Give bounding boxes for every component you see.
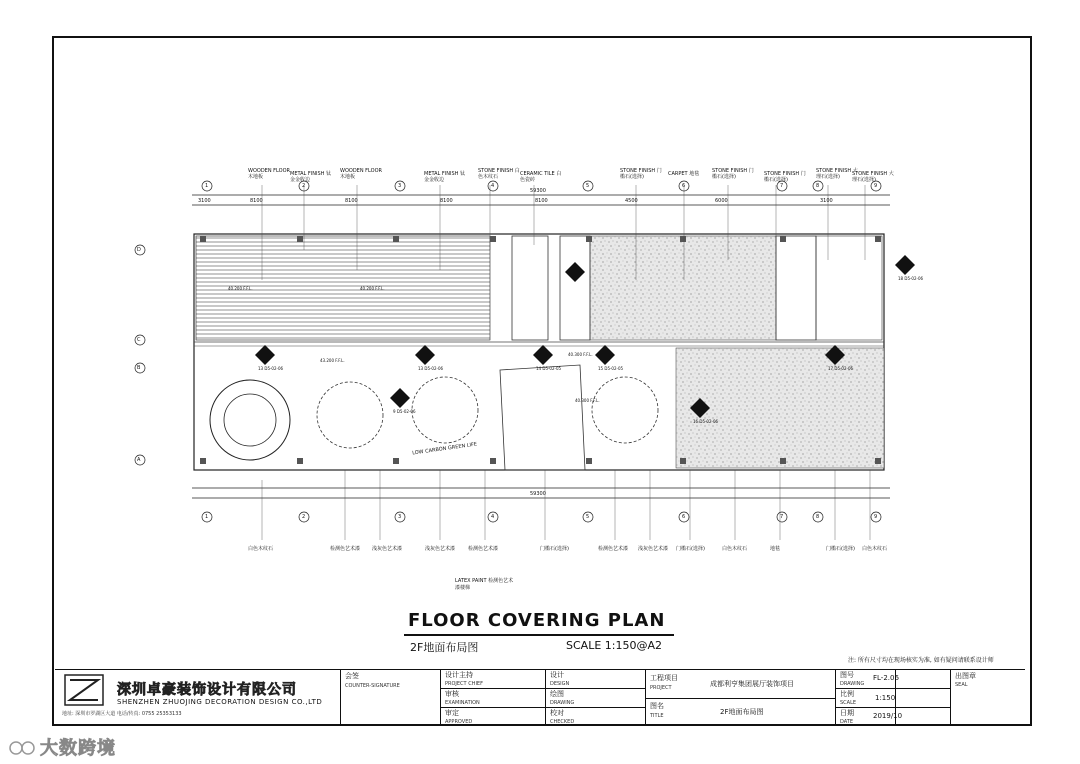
drawing-scale: SCALE 1:150@A2 (566, 639, 662, 652)
stair-text: LOW CARBON GREEN LIFE (411, 441, 478, 457)
bay-dimension: 8100 (250, 198, 263, 204)
bottom-callout: 门槛石(选择) (540, 546, 569, 552)
section-tag: 13 D5-02-06 (418, 366, 444, 371)
watermark-text: 大数跨境 (40, 738, 116, 759)
date-en: DATE (840, 719, 854, 725)
scale-label: 比例 (840, 690, 854, 698)
bottom-callout: 浅灰色艺术漆 (425, 546, 456, 552)
scale-en: SCALE (840, 700, 857, 706)
company-address: 地址: 深圳市罗湖区大道 电话/传真: 0755 25353133 (62, 711, 182, 717)
grid-column-label: 7 (780, 183, 784, 189)
level-mark: 40.200 F.F.L. (360, 286, 385, 291)
grid-column-label: 8 (816, 514, 820, 520)
top-callout: METAL FINISH 钛金金收边 (424, 171, 466, 183)
drawing-no-label: 图号 (840, 671, 854, 679)
top-callout: STONE FINISH 白色木纹石 (478, 168, 520, 180)
bay-dimension: 8100 (440, 198, 453, 204)
company-name-cn: 深圳卓豪装饰设计有限公司 (117, 682, 297, 698)
title-label: 图名 (650, 702, 664, 710)
grid-column-label: 4 (491, 514, 495, 520)
grid-column-label: 5 (586, 514, 590, 520)
grid-column-label: 7 (780, 514, 784, 520)
top-callout: STONE FINISH 门槛石(选择) (620, 168, 662, 180)
bottom-callout: 检测色艺术漆 (330, 546, 361, 552)
bottom-callout: 浅灰色艺术漆 (372, 546, 403, 552)
bay-dimension: 4500 (625, 198, 638, 204)
grid-column-label: 4 (491, 183, 495, 189)
level-mark: 43.200 F.F.L. (320, 358, 345, 363)
grid-column-label: 2 (302, 183, 306, 189)
project-en: PROJECT (650, 685, 672, 691)
top-callout: STONE FINISH 大理石(选择) (852, 171, 894, 183)
drawing-no-en: DRAWING (840, 681, 865, 687)
bottom-callout: 白色木纹石 (862, 546, 888, 552)
grid-row-label: B (137, 365, 141, 371)
section-tag: 18 D5-02-06 (898, 276, 924, 281)
chief-label: 设计主持 (445, 671, 473, 679)
check-en: CHECKED (550, 719, 575, 725)
title-en: TITLE (650, 713, 664, 719)
bottom-callout: 门槛石(选择) (826, 546, 855, 552)
bay-dimension: 3100 (198, 198, 211, 204)
section-tag: 14 D5-02-05 (536, 366, 562, 371)
grid-column-label: 3 (398, 183, 402, 189)
scale-value: 1:150 (875, 694, 896, 702)
bay-dimension: 6000 (715, 198, 728, 204)
top-callout: STONE FINISH 大理石(选择) (816, 168, 858, 180)
grid-column-label: 1 (205, 183, 209, 189)
bay-dimension: 8100 (345, 198, 358, 204)
bottom-callout: 白色木纹石 (722, 546, 748, 552)
title-value: 2F地面布局图 (720, 708, 764, 716)
project-value: 成都利亨集团展厅装饰项目 (710, 680, 794, 688)
sign-en: COUNTER-SIGNATURE (345, 683, 400, 689)
drawing-title: FLOOR COVERING PLAN (408, 610, 666, 631)
grid-column-label: 2 (302, 514, 306, 520)
top-callout: CERAMIC TILE 白色瓷砖 (520, 171, 562, 183)
drawing-no-value: FL-2.06 (873, 674, 899, 682)
top-callout: CARPET 地毯 (668, 171, 700, 177)
grid-column-label: 5 (586, 183, 590, 189)
level-mark: 40.200 F.F.L. (228, 286, 253, 291)
section-tag: 15 D5-02-05 (598, 366, 624, 371)
bottom-extra-callout: LATEX PAINT 检测色艺术漆楼梯 (455, 578, 514, 591)
section-tag: 16 D5-02-06 (693, 419, 719, 424)
bottom-callout: 检测色艺术漆 (598, 546, 629, 552)
design-label: 设计 (550, 671, 564, 679)
section-tag: 17 D5-02-06 (828, 366, 854, 371)
seal-en: SEAL (955, 682, 968, 688)
grid-column-label: 9 (874, 183, 878, 189)
approve-label: 审定 (445, 709, 459, 717)
grid-column-label: 8 (816, 183, 820, 189)
bottom-callout: 浅灰色艺术漆 (638, 546, 669, 552)
bay-dimension: 8100 (535, 198, 548, 204)
company-name-en: SHENZHEN ZHUOJING DECORATION DESIGN CO.,LTD (117, 698, 323, 706)
top-callout: WOODEN FLOOR 木地板 (248, 168, 290, 180)
bottom-callout: 门槛石(选择) (676, 546, 705, 552)
plan-total-dimension-bottom: 59300 (530, 491, 546, 497)
grid-column-label: 6 (682, 514, 686, 520)
grid-column-label: 9 (874, 514, 878, 520)
grid-column-label: 1 (205, 514, 209, 520)
date-value: 2019/10 (873, 712, 903, 720)
level-mark: 40.300 F.F.L. (575, 398, 600, 403)
grid-column-label: 6 (682, 183, 686, 189)
draw-label: 绘图 (550, 690, 564, 698)
watermark-icon (8, 738, 38, 758)
seal-label: 出图章 (955, 672, 976, 680)
top-callout: WOODEN FLOOR 木地板 (340, 168, 382, 180)
exam-label: 审核 (445, 690, 459, 698)
grid-column-label: 3 (398, 514, 402, 520)
grid-row-label: D (137, 247, 141, 253)
sign-label: 会签 (345, 672, 359, 680)
grid-row-label: C (137, 337, 141, 343)
exam-en: EXAMINATION (445, 700, 480, 706)
project-label: 工程项目 (650, 674, 678, 682)
date-label: 日期 (840, 709, 854, 717)
title-underline (404, 634, 674, 636)
top-callout: METAL FINISH 钛金金收边 (290, 171, 332, 183)
bay-dimension: 3100 (820, 198, 833, 204)
bottom-callout: 检测色艺术漆 (468, 546, 499, 552)
drawing-subtitle: 2F地面布局图 (410, 641, 479, 654)
design-en: DESIGN (550, 681, 570, 687)
check-label: 校对 (550, 709, 564, 717)
level-mark: 40.300 F.F.L. (568, 352, 593, 357)
grid-row-label: A (137, 457, 141, 463)
bottom-callout: 地毯 (770, 546, 781, 552)
section-tag: 9 D5-02-06 (393, 409, 416, 414)
plan-total-dimension: 59300 (530, 188, 546, 194)
approve-en: APPROVED (445, 719, 473, 725)
bottom-callout: 白色木纹石 (248, 546, 274, 552)
section-tag: 13 D5-02-06 (258, 366, 284, 371)
drawing-note: 注: 所有尺寸均在现场核实为准, 如有疑问请联系设计师 (848, 657, 994, 664)
draw-en: DRAWING (550, 700, 575, 706)
chief-en: PROJECT CHIEF (445, 681, 483, 687)
company-logo (64, 674, 104, 706)
top-callout: STONE FINISH 门槛石(选择) (764, 171, 806, 183)
top-callout: STONE FINISH 门槛石(选择) (712, 168, 754, 180)
